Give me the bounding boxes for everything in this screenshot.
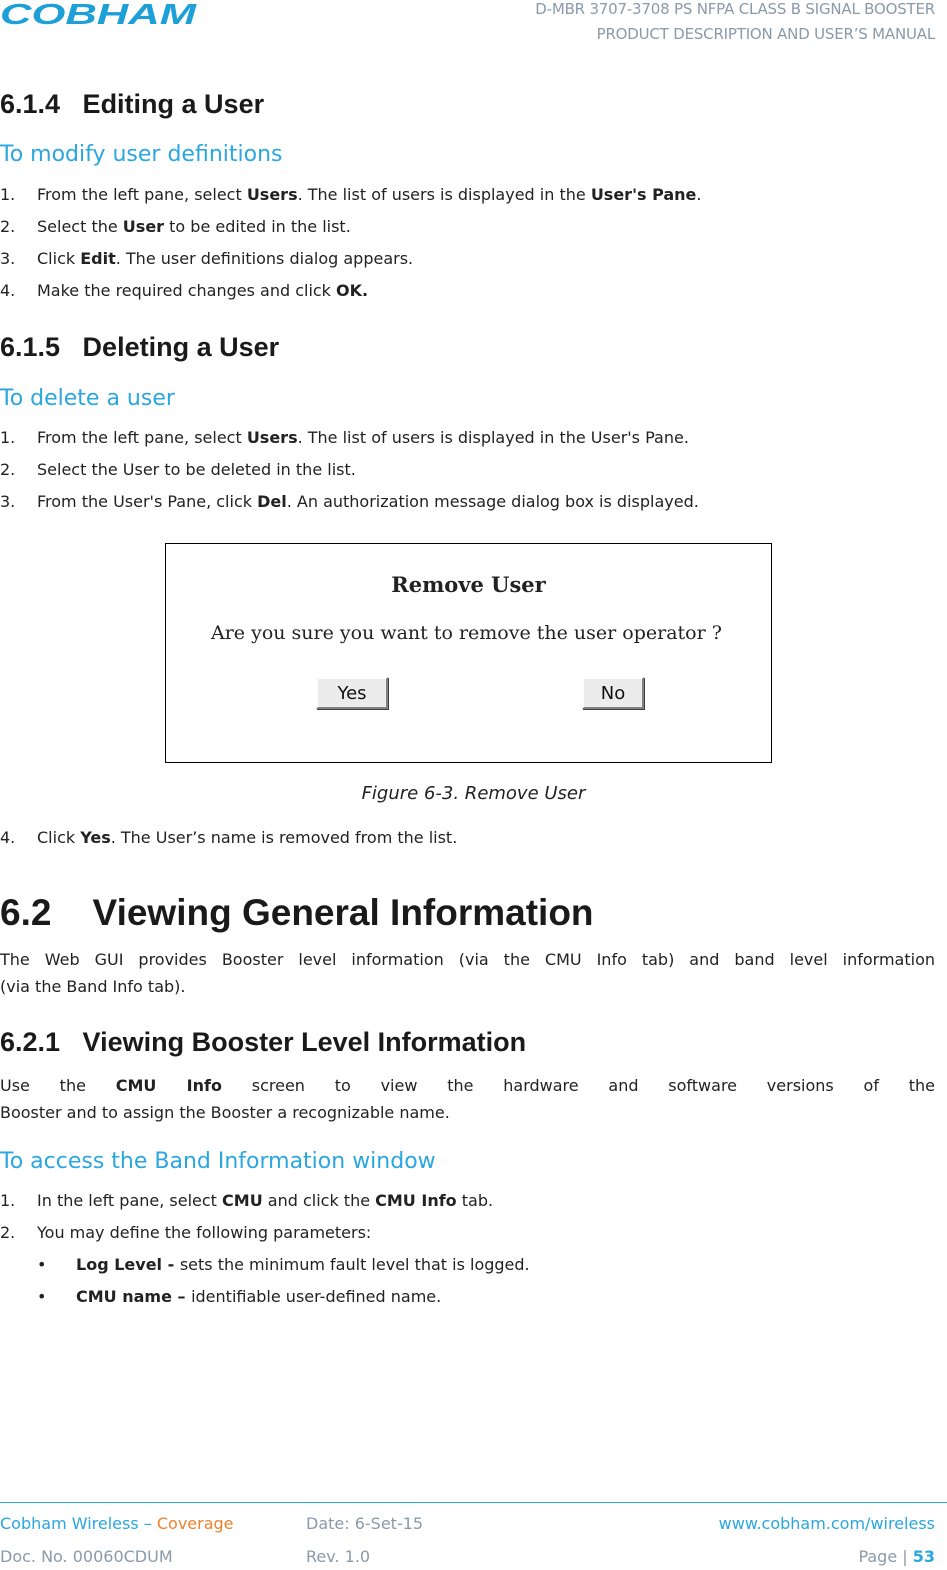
doc-title-line1: D-MBR 3707-3708 PS NFPA CLASS B SIGNAL BOOSTER xyxy=(535,0,935,18)
dialog-message: Are you sure you want to remove the user operator ? xyxy=(211,622,722,644)
yes-button[interactable]: Yes xyxy=(316,677,388,709)
footer-divider xyxy=(0,1502,947,1503)
list-item: 3. From the User's Pane, click Del. An authorization message dialog box is displayed. xyxy=(0,492,699,511)
footer-page: Page | 53 xyxy=(858,1547,935,1566)
remove-user-dialog xyxy=(165,543,772,763)
list-item: 4. Make the required changes and click OK. xyxy=(0,281,369,300)
list-item: 1. In the left pane, select CMU and click the CMU Info tab. xyxy=(0,1191,494,1210)
footer-company: Cobham Wireless – Coverage xyxy=(0,1514,234,1533)
paragraph-line: The Web GUI provides Booster level information (via the CMU Info tab) and band level information xyxy=(0,950,935,969)
footer-url[interactable]: www.cobham.com/wireless xyxy=(718,1514,935,1533)
figure-caption: Figure 6-3. Remove User xyxy=(361,783,586,804)
svg-text:COBHAM: COBHAM xyxy=(0,2,198,26)
heading-6-1-5: 6.1.5 Deleting a User xyxy=(0,332,280,362)
list-item: 3. Click Edit. The user definitions dialog appears. xyxy=(0,249,414,268)
heading-6-2: 6.2 Viewing General Information xyxy=(0,892,594,933)
footer-doc-number: Doc. No. 00060CDUM xyxy=(0,1547,173,1566)
paragraph-line: Use the CMU Info screen to view the hardware and software versions of the xyxy=(0,1076,935,1095)
heading-6-1-4: 6.1.4 Editing a User xyxy=(0,89,265,119)
cobham-logo xyxy=(0,2,200,26)
subheading-delete-user: To delete a user xyxy=(0,386,175,411)
paragraph-line: Booster and to assign the Booster a recognizable name. xyxy=(0,1103,450,1122)
bullet-icon: • xyxy=(37,1255,47,1274)
paragraph-line: (via the Band Info tab). xyxy=(0,977,186,996)
list-item: 1. From the left pane, select Users. The list of users is displayed in the User's Pane. xyxy=(0,428,689,447)
footer-date: Date: 6-Set-15 xyxy=(306,1514,424,1533)
subheading-access-band-info: To access the Band Information window xyxy=(0,1149,436,1174)
bullet-icon: • xyxy=(37,1287,47,1306)
dialog-title: Remove User xyxy=(391,572,546,597)
no-button[interactable]: No xyxy=(582,677,644,709)
heading-6-2-1: 6.2.1 Viewing Booster Level Information xyxy=(0,1027,527,1057)
list-item: 2. Select the User to be edited in the list. xyxy=(0,217,351,236)
list-item: 4. Click Yes. The User’s name is removed from the list. xyxy=(0,828,458,847)
list-item: 1. From the left pane, select Users. The list of users is displayed in the User's Pane. xyxy=(0,185,702,204)
bullet-item: • Log Level - sets the minimum fault level that is logged. xyxy=(37,1255,530,1274)
list-item: 2. You may define the following parameters: xyxy=(0,1223,372,1242)
bullet-item: • CMU name – identifiable user-defined name. xyxy=(37,1287,442,1306)
doc-title-line2: PRODUCT DESCRIPTION AND USER’S MANUAL xyxy=(596,25,935,43)
footer-revision: Rev. 1.0 xyxy=(306,1547,371,1566)
list-item: 2. Select the User to be deleted in the list. xyxy=(0,460,356,479)
subheading-modify-user: To modify user definitions xyxy=(0,142,283,167)
